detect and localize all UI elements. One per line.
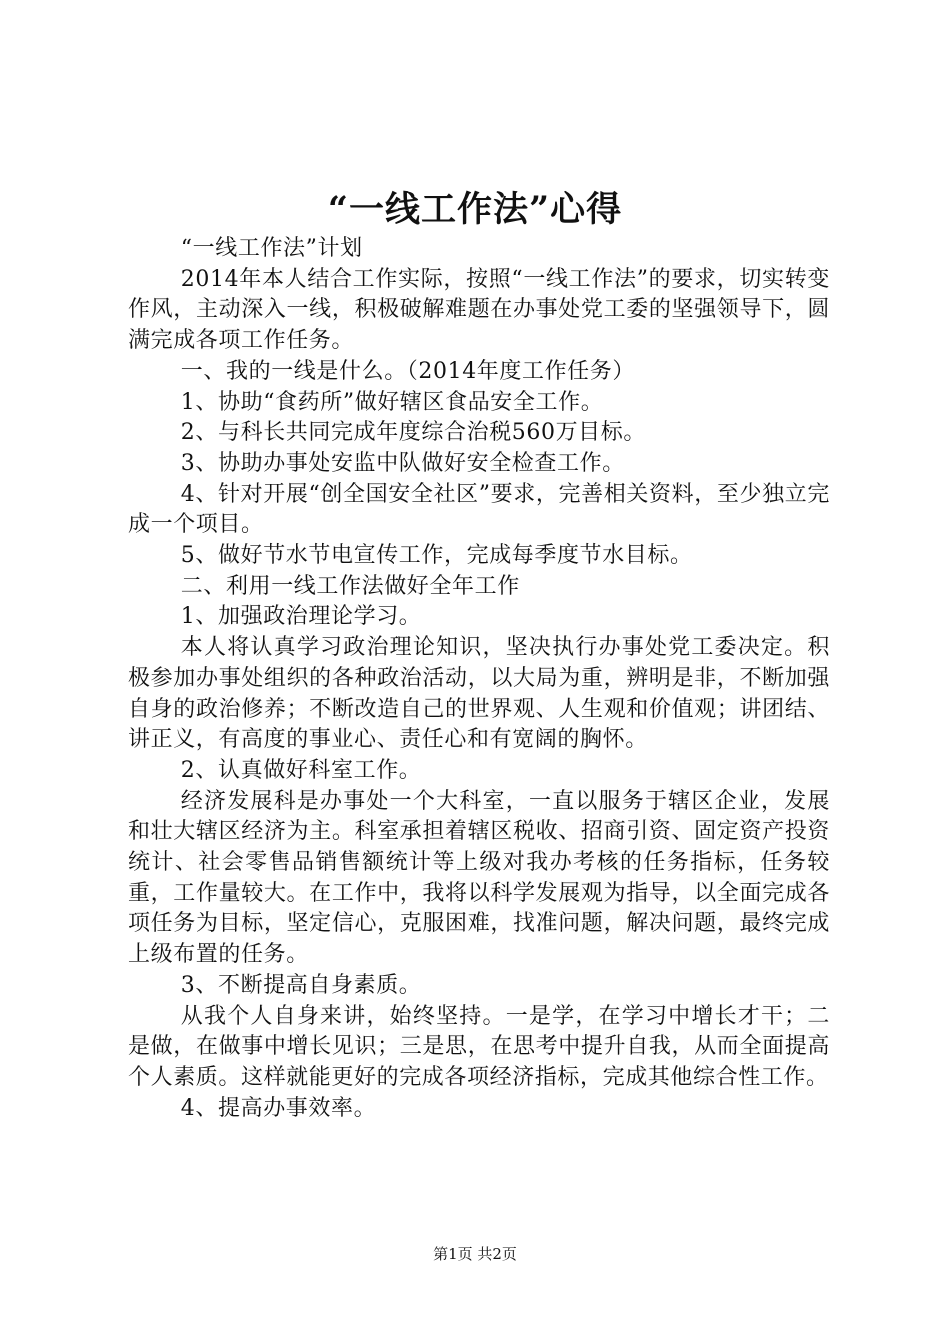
document-title: “一线工作法”心得 — [327, 189, 623, 230]
task-item-1: 1、协助“食药所”做好辖区食品安全工作。 — [180, 389, 604, 415]
subheading-self-improvement: 3、不断提高自身素质。 — [180, 972, 422, 998]
paragraph-office-work: 经济发展科是办事处一个大科室，一直以服务于辖区企业，发展和壮大辖区经济为主。科室承担着辖区税收、招商引资、固定资产投资统计、社会零售品销售额统计等上级对我办考核的任务指标，任务较重，工作量较大。在工作中，我将以科学发展观为指导，以全面完成各项任务为目标，坚定信心，克服困难，找准问题，解决问题，最终完成上级布置的任务。 — [128, 788, 830, 968]
task-item-2: 2、与科长共同完成年度综合治税560万目标。 — [180, 420, 646, 446]
paragraph-plan-heading: “一线工作法”计划 — [180, 236, 363, 261]
task-item-3: 3、协助办事处安监中队做好安全检查工作。 — [180, 450, 625, 476]
subheading-efficiency: 4、提高办事效率。 — [180, 1095, 377, 1121]
paragraph-theory-study: 本人将认真学习政治理论知识，坚决执行办事处党工委决定。积极参加办事处组织的各种政治活动，以大局为重，辨明是非，不断加强自身的政治修养；不断改造自己的世界观、人生观和价值观；讲团结、讲正义，有高度的事业心、责任心和有宽阔的胸怀。 — [128, 635, 830, 753]
paragraph-self-improvement: 从我个人自身来讲，始终坚持。一是学，在学习中增长才干；二是做，在做事中增长见识；三是思，在思考中提升自我，从而全面提高个人素质。这样就能更好的完成各项经济指标，完成其他综合性工作。 — [128, 1003, 830, 1090]
subheading-office-work: 2、认真做好科室工作。 — [180, 757, 422, 783]
task-item-5: 5、做好节水节电宣传工作，完成每季度节水目标。 — [180, 543, 693, 569]
page-footer: 第1页 共2页 — [433, 1245, 517, 1263]
section-heading-tasks: 一、我的一线是什么。（2014年度工作任务） — [180, 358, 635, 384]
section-heading-method: 二、利用一线工作法做好全年工作 — [180, 573, 520, 599]
subheading-theory-study: 1、加强政治理论学习。 — [180, 604, 422, 630]
paragraph-intro: 2014年本人结合工作实际，按照“一线工作法”的要求，切实转变作风，主动深入一线，积极破解难题在办事处党工委的坚强领导下，圆满完成各项工作任务。 — [128, 266, 830, 354]
document-body — [128, 234, 830, 1124]
task-item-4: 4、针对开展“创全国安全社区”要求，完善相关资料，至少独立完成一个项目。 — [128, 481, 830, 538]
